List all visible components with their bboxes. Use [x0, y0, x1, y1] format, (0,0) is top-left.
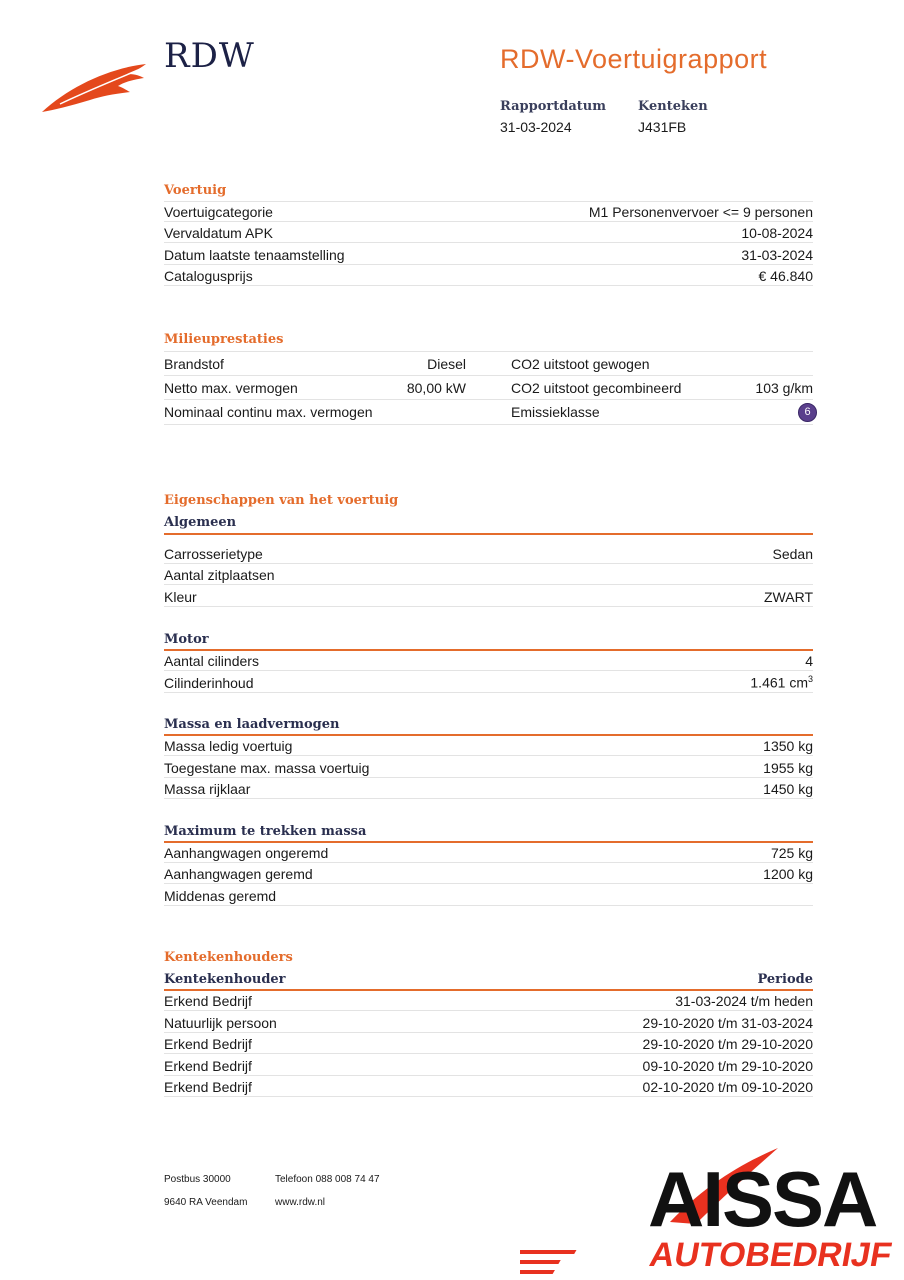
rdw-logo-icon: [40, 56, 150, 116]
row-label: Carrosserietype: [164, 546, 263, 562]
table-row: [164, 1012, 813, 1033]
table-row: [164, 842, 813, 863]
section-eigenschappen-title: Eigenschappen van het voertuig: [164, 493, 399, 508]
table-row: [164, 672, 813, 693]
column-header-period: Periode: [757, 972, 813, 987]
milieu-label: Nominaal continu max. vermogen: [164, 404, 373, 420]
divider: [164, 399, 813, 400]
holder-type: Erkend Bedrijf: [164, 1058, 252, 1074]
report-date: 31-03-2024: [500, 119, 572, 135]
table-row: [164, 564, 813, 585]
milieu-label: CO2 uitstoot gecombineerd: [511, 380, 682, 396]
divider: [164, 424, 813, 425]
holder-period: 29-10-2020 t/m 29-10-2020: [642, 1036, 813, 1052]
table-row: [164, 1055, 813, 1076]
table-row: [164, 244, 813, 265]
row-value: 1955 kg: [763, 760, 813, 776]
subsection-massa-title: Massa en laadvermogen: [164, 717, 340, 732]
row-value: 10-08-2024: [741, 225, 813, 241]
milieu-value: Diesel: [427, 356, 466, 372]
row-label: Cilinderinhoud: [164, 675, 254, 691]
footer-phone: Telefoon 088 008 74 47: [275, 1174, 380, 1185]
milieu-label: Netto max. vermogen: [164, 380, 298, 396]
row-label: Massa ledig voertuig: [164, 738, 293, 754]
row-label: Aanhangwagen geremd: [164, 866, 313, 882]
divider: [164, 375, 813, 376]
holder-period: 29-10-2020 t/m 31-03-2024: [642, 1015, 813, 1031]
table-row: [164, 222, 813, 243]
plate-number: J431FB: [638, 119, 687, 135]
footer-website[interactable]: [275, 1197, 325, 1208]
table-row: [164, 650, 813, 671]
row-label: Toegestane max. massa voertuig: [164, 760, 370, 776]
brand-name: RDW: [164, 36, 255, 76]
row-label: Catalogusprijs: [164, 268, 253, 284]
table-row: [164, 201, 813, 222]
row-label: Aantal cilinders: [164, 653, 259, 669]
row-value: 31-03-2024: [741, 247, 813, 263]
row-label: Vervaldatum APK: [164, 225, 273, 241]
row-label: Kleur: [164, 589, 197, 605]
row-value: [750, 674, 813, 691]
row-value: 1200 kg: [763, 866, 813, 882]
table-row: [164, 757, 813, 778]
holder-type: Erkend Bedrijf: [164, 993, 252, 1009]
table-row: [164, 885, 813, 906]
subsection-algemeen-title: Algemeen: [164, 515, 237, 530]
row-value: ZWART: [764, 589, 813, 605]
holder-type: Natuurlijk persoon: [164, 1015, 277, 1031]
footer-postbus: Postbus 30000: [164, 1174, 231, 1185]
row-label: Aantal zitplaatsen: [164, 567, 275, 583]
footer-address: 9640 RA Veendam: [164, 1197, 248, 1208]
row-label: Aanhangwagen ongeremd: [164, 845, 329, 861]
table-row: [164, 543, 813, 564]
orange-divider: [164, 533, 813, 535]
holder-period: 31-03-2024 t/m heden: [675, 993, 813, 1009]
holder-type: Erkend Bedrijf: [164, 1036, 252, 1052]
section-houders-title: Kentekenhouders: [164, 950, 293, 965]
watermark-brand: AISSA: [648, 1155, 877, 1243]
table-row: [164, 778, 813, 799]
row-value: 1350 kg: [763, 738, 813, 754]
holder-period: 02-10-2020 t/m 09-10-2020: [642, 1079, 813, 1095]
row-label: Massa rijklaar: [164, 781, 251, 797]
section-voertuig-title: Voertuig: [164, 183, 227, 198]
row-value: 725 kg: [770, 845, 813, 861]
milieu-value: 103 g/km: [755, 380, 813, 396]
row-value: 4: [805, 653, 813, 669]
unit-superscript: 3: [807, 674, 813, 685]
divider: [164, 351, 813, 352]
table-row: [164, 990, 813, 1011]
subsection-motor-title: Motor: [164, 632, 209, 647]
table-row: [164, 863, 813, 884]
row-value: M1 Personenvervoer <= 9 personen: [588, 204, 813, 220]
row-label: Voertuigcategorie: [164, 204, 273, 220]
emission-class-badge: 6: [798, 403, 817, 422]
table-row: [164, 586, 813, 607]
row-label: Datum laatste tenaamstelling: [164, 247, 345, 263]
displacement-value: 1.461 cm: [750, 675, 808, 691]
plate-label: Kenteken: [638, 99, 708, 114]
milieu-value: 80,00 kW: [406, 380, 466, 396]
milieu-label: CO2 uitstoot gewogen: [511, 356, 650, 372]
row-value: Sedan: [772, 546, 813, 562]
watermark-subtitle: AUTOBEDRIJF: [646, 1236, 895, 1274]
section-milieu-title: Milieuprestaties: [164, 332, 284, 347]
table-row: [164, 265, 813, 286]
report-title: RDW-Voertuigrapport: [500, 44, 768, 74]
row-label: Middenas geremd: [164, 888, 277, 904]
footer-website-text: www.rdw.nl: [275, 1197, 326, 1208]
column-header-holder: Kentekenhouder: [164, 972, 286, 987]
table-row: [164, 1076, 813, 1097]
holder-type: Erkend Bedrijf: [164, 1079, 252, 1095]
table-row: [164, 735, 813, 756]
row-value: 1450 kg: [763, 781, 813, 797]
milieu-label: Brandstof: [164, 356, 224, 372]
table-row: [164, 1033, 813, 1054]
row-value: € 46.840: [758, 268, 813, 284]
report-date-label: Rapportdatum: [500, 99, 606, 114]
milieu-label: Emissieklasse: [511, 404, 600, 420]
holder-period: 09-10-2020 t/m 29-10-2020: [642, 1058, 813, 1074]
subsection-trekken-title: Maximum te trekken massa: [164, 824, 367, 839]
